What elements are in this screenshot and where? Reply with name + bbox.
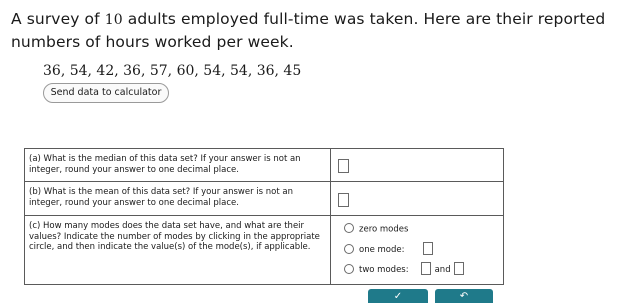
undo-icon: ↶ — [459, 291, 469, 302]
part-b-question: (b) What is the mean of this data set? If your answer is not an integer, round your answer to one decimal place. — [25, 182, 331, 215]
question-text — [11, 8, 626, 53]
one-mode-radio[interactable] — [344, 244, 354, 254]
two-modes-label: two modes: — [359, 265, 409, 275]
one-mode-value-box[interactable] — [423, 242, 433, 255]
table-row-part-c — [25, 216, 503, 284]
part-a-question: (a) What is the median of this data set? If your answer is not an integer, round your answer to one decimal place. — [25, 149, 331, 181]
send-data-to-calculator-button[interactable]: Send data to calculator — [43, 83, 169, 103]
part-c-question: (c) How many modes does the data set have, and what are their values? Indicate the number of modes by clicking in the appropriate circle, and then indicate the value(s) of the mode(s), if applicable. — [25, 216, 331, 284]
one-mode-option[interactable] — [344, 243, 433, 256]
zero-modes-radio[interactable] — [344, 223, 354, 233]
median-answer-box[interactable] — [338, 159, 349, 173]
zero-modes-option[interactable] — [344, 224, 408, 236]
question-table — [24, 148, 504, 285]
part-b-answer-cell — [332, 182, 503, 215]
zero-modes-label: zero modes — [359, 224, 409, 235]
table-row-part-a — [25, 149, 503, 182]
two-modes-option[interactable] — [344, 263, 464, 276]
check-button[interactable] — [368, 289, 428, 303]
question-text-after: adults employed full-time was taken. Here are their reported numbers of hours worked per week. — [11, 10, 606, 51]
check-icon: ✓ — [393, 291, 403, 302]
one-mode-label: one mode: — [359, 245, 405, 255]
question-text-before: A survey of — [11, 10, 105, 28]
mean-answer-box[interactable] — [338, 193, 349, 207]
two-modes-value-box-2[interactable] — [454, 262, 464, 275]
two-modes-radio[interactable] — [344, 264, 354, 274]
part-c-answer-cell — [332, 216, 503, 284]
table-row-part-b — [25, 182, 503, 216]
two-modes-value-box-1[interactable] — [421, 262, 431, 275]
part-a-answer-cell — [332, 149, 503, 181]
and-label: and — [434, 265, 451, 275]
data-set: 36, 54, 42, 36, 57, 60, 54, 54, 36, 45 — [43, 63, 302, 79]
undo-button[interactable] — [435, 289, 493, 303]
sample-size: 10 — [104, 12, 123, 28]
